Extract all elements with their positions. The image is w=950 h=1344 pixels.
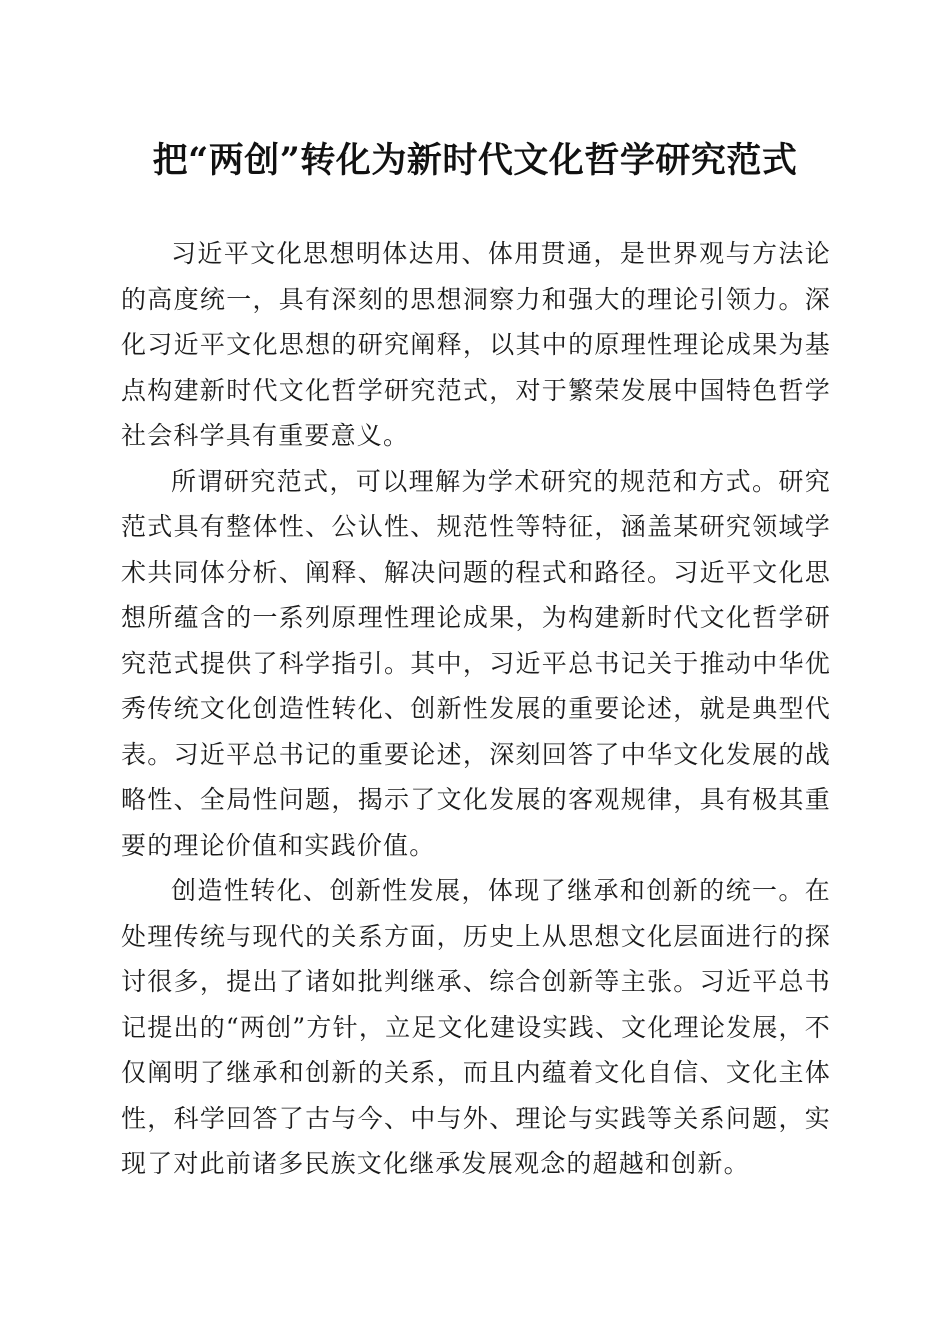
page-title: 把“两创”转化为新时代文化哲学研究范式 [152, 140, 798, 181]
paragraph-3: 创造性转化、创新性发展，体现了继承和创新的统一。在处理传统与现代的关系方面，历史上从思想文化层面进行的探讨很多，提出了诸如批判继承、综合创新等主张。习近平总书记提出的“两创”方针，立足文化建设实践、文化理论发展，不仅阐明了继承和创新的关系，而且内蕴着文化自信、文化主体性，科学回答了古与今、中与外、理论与实践等关系问题，实现了对此前诸多民族文化继承发展观念的超越和创新。 [121, 876, 831, 1178]
article-body [121, 231, 831, 1187]
paragraph-1: 习近平文化思想明体达用、体用贯通，是世界观与方法论的高度统一，具有深刻的思想洞察力和强大的理论引领力。深化习近平文化思想的研究阐释，以其中的原理性理论成果为基点构建新时代文化哲学研究范式，对于繁荣发展中国特色哲学社会科学具有重要意义。 [121, 239, 831, 450]
paragraph-2: 所谓研究范式，可以理解为学术研究的规范和方式。研究范式具有整体性、公认性、规范性等特征，涵盖某研究领域学术共同体分析、阐释、解决问题的程式和路径。习近平文化思想所蕴含的一系列原理性理论成果，为构建新时代文化哲学研究范式提供了科学指引。其中，习近平总书记关于推动中华优秀传统文化创造性转化、创新性发展的重要论述，就是典型代表。习近平总书记的重要论述，深刻回答了中华文化发展的战略性、全局性问题，揭示了文化发展的客观规律，具有极其重要的理论价值和实践价值。 [121, 466, 831, 860]
